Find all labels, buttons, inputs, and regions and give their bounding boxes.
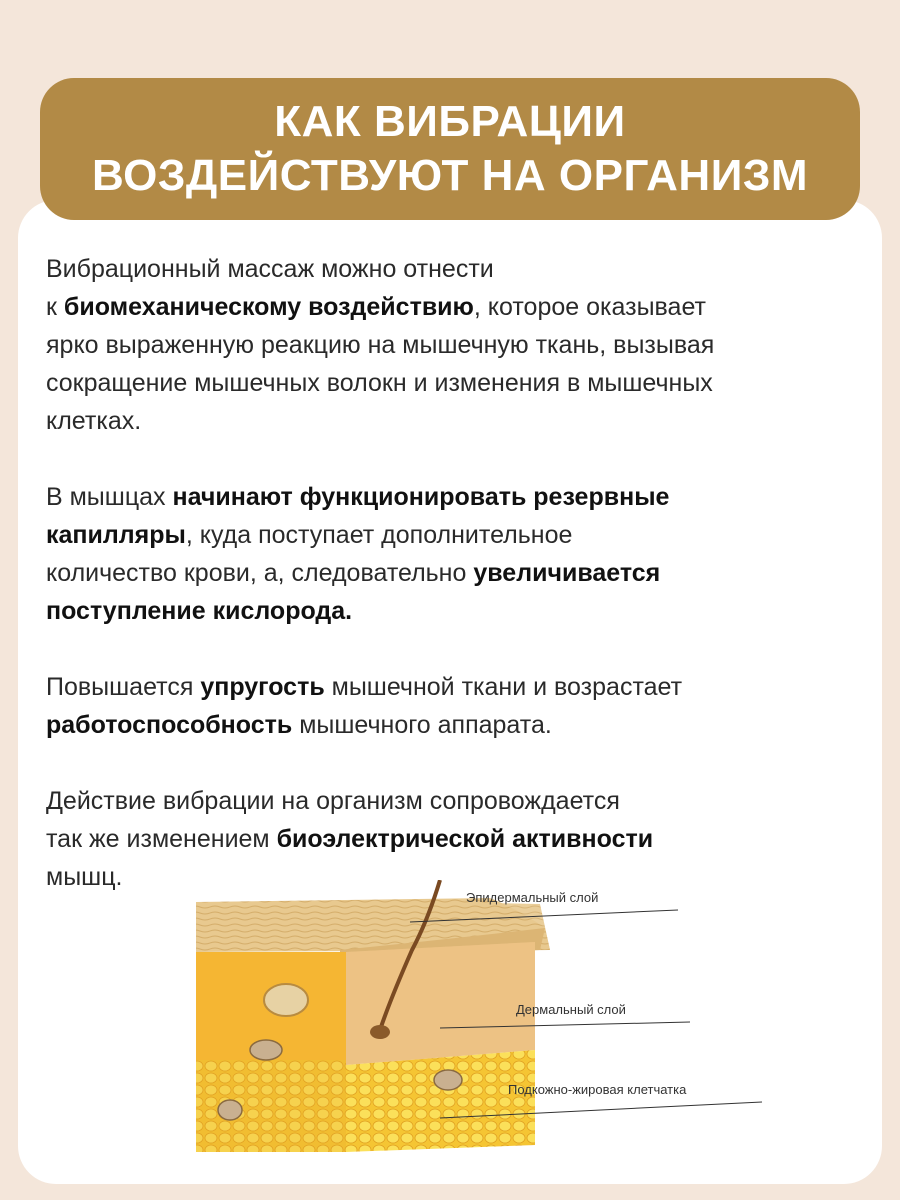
p3-text: мышечного аппарата. bbox=[292, 711, 552, 739]
dermis-label: Дермальный слой bbox=[516, 1002, 626, 1017]
p4-bold-term: биоэлектрической активности bbox=[276, 825, 654, 853]
p1-line-4: сокращение мышечных волокн и изменения в мышечных bbox=[46, 369, 713, 397]
p2-bold-term: капилляры bbox=[46, 521, 186, 549]
epidermis-label: Эпидермальный слой bbox=[466, 890, 599, 905]
p3-text: Повышается bbox=[46, 673, 201, 701]
p3-line-1 bbox=[46, 668, 866, 706]
title-line-1: КАК ВИБРАЦИИ bbox=[274, 97, 626, 146]
p4-line-1: Действие вибрации на организм сопровождается bbox=[46, 787, 620, 815]
p1-line-2 bbox=[46, 288, 866, 326]
p2-line-1 bbox=[46, 478, 866, 516]
article-body bbox=[46, 250, 866, 934]
title-line-2: ВОЗДЕЙСТВУЮТ НА ОРГАНИЗМ bbox=[91, 151, 809, 200]
p2-text: , куда поступает дополнительное bbox=[185, 521, 573, 549]
p2-line-3 bbox=[46, 554, 866, 592]
p1-line-1: Вибрационный массаж можно отнести bbox=[46, 255, 494, 283]
p3-line-2 bbox=[46, 706, 866, 744]
p4-line-2 bbox=[46, 820, 866, 858]
p2-text: В мышцах bbox=[46, 483, 173, 511]
p3-bold-term: работоспособность bbox=[46, 711, 293, 739]
title-banner bbox=[40, 78, 860, 220]
paragraph-4 bbox=[46, 782, 866, 896]
p2-bold-term: поступление кислорода. bbox=[46, 597, 353, 625]
p4-line-3: мышц. bbox=[46, 863, 123, 891]
p1-bold-term: биомеханическому воздействию bbox=[63, 293, 474, 321]
paragraph-3 bbox=[46, 668, 866, 744]
subcutis-label: Подкожно-жировая клетчатка bbox=[508, 1082, 687, 1097]
p3-text: мышечной ткани и возрастает bbox=[324, 673, 683, 701]
paragraph-2 bbox=[46, 478, 866, 630]
skin-layers-diagram bbox=[190, 880, 790, 1160]
p2-line-2 bbox=[46, 516, 866, 554]
p1-text: к bbox=[46, 293, 64, 321]
p2-bold-term: увеличивается bbox=[473, 559, 661, 587]
paragraph-1 bbox=[46, 250, 866, 440]
p4-text: так же изменением bbox=[46, 825, 277, 853]
p2-line-4 bbox=[46, 592, 866, 630]
p2-text: количество крови, а, следовательно bbox=[46, 559, 474, 587]
p3-bold-term: упругость bbox=[200, 673, 325, 701]
p1-text: , которое оказывает bbox=[473, 293, 706, 321]
p1-line-5: клетках. bbox=[46, 407, 142, 435]
p2-bold-term: начинают функционировать резервные bbox=[172, 483, 670, 511]
p1-line-3: ярко выраженную реакцию на мышечную ткань, вызывая bbox=[46, 331, 715, 359]
